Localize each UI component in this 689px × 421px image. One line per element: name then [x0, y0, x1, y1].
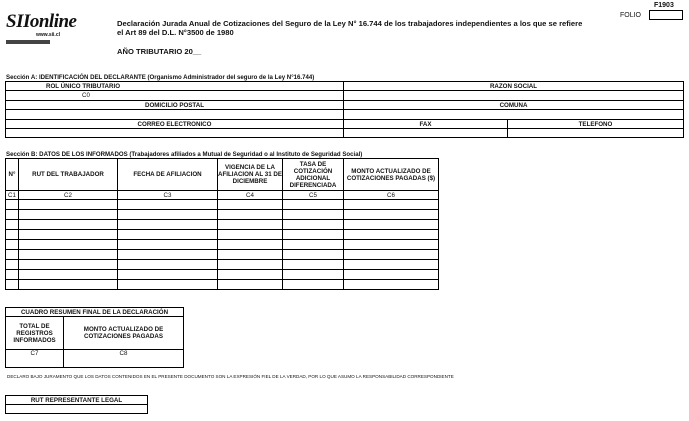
cell-tasa[interactable]	[283, 230, 344, 240]
sii-online-logo	[6, 12, 78, 38]
cell-fecha[interactable]	[118, 200, 218, 210]
sworn-declaration: DECLARO BAJO JURAMENTO QUE LOS DATOS CONTENIDOS EN EL PRESENTE DOCUMENTO SON LA EXPRESIÓN FIEL DE LA VERDAD, POR LO QUE ASUMO LA RESPONSABILIDAD CORRESPONDIENTE	[7, 374, 454, 379]
cell-numero[interactable]	[6, 210, 19, 220]
cell-vigencia[interactable]	[218, 200, 283, 210]
correo-field[interactable]	[6, 129, 344, 138]
code-c3: C3	[118, 191, 218, 200]
cell-vigencia[interactable]	[218, 260, 283, 270]
cell-monto[interactable]	[344, 240, 439, 250]
cell-rut[interactable]	[19, 210, 118, 220]
table-row	[6, 280, 439, 290]
cell-rut[interactable]	[19, 260, 118, 270]
total-registros-field[interactable]	[6, 358, 64, 368]
cell-tasa[interactable]	[283, 220, 344, 230]
fax-field[interactable]	[344, 129, 508, 138]
cell-numero[interactable]	[6, 220, 19, 230]
summary-table	[5, 307, 184, 368]
cell-fecha[interactable]	[118, 220, 218, 230]
code-c4: C4	[218, 191, 283, 200]
cell-tasa[interactable]	[283, 260, 344, 270]
table-row	[6, 200, 439, 210]
rut-label: ROL ÚNICO TRIBUTARIO	[6, 82, 344, 91]
cell-monto[interactable]	[344, 200, 439, 210]
fax-label: FAX	[344, 120, 508, 129]
informados-rows	[6, 200, 439, 290]
cell-vigencia[interactable]	[218, 270, 283, 280]
cell-tasa[interactable]	[283, 250, 344, 260]
cell-monto[interactable]	[344, 220, 439, 230]
folio-label: FOLIO	[620, 12, 642, 19]
col-header-vigencia: VIGENCIA DE LA AFILIACION AL 31 DE DICIEMBRE	[218, 159, 283, 191]
cell-monto[interactable]	[344, 270, 439, 280]
cell-monto[interactable]	[344, 230, 439, 240]
tax-year: AÑO TRIBUTARIO 20__	[117, 47, 202, 56]
logo-underline	[6, 40, 50, 44]
cell-rut[interactable]	[19, 230, 118, 240]
table-row	[6, 270, 439, 280]
cell-tasa[interactable]	[283, 200, 344, 210]
domicilio-label: DOMICILIO POSTAL	[6, 101, 344, 110]
cell-numero[interactable]	[6, 270, 19, 280]
table-row	[6, 240, 439, 250]
legal-rep-field[interactable]	[6, 405, 148, 414]
cell-monto[interactable]	[344, 210, 439, 220]
logo-url: www.sii.cl	[36, 32, 60, 38]
cell-numero[interactable]	[6, 240, 19, 250]
cell-tasa[interactable]	[283, 270, 344, 280]
form-code: F1903	[654, 2, 674, 9]
rut-code: C0	[82, 92, 90, 99]
cell-tasa[interactable]	[283, 210, 344, 220]
cell-rut[interactable]	[19, 280, 118, 290]
cell-vigencia[interactable]	[218, 230, 283, 240]
section-a-title: Sección A: IDENTIFICACIÓN DEL DECLARANTE (Organismo Administrador del seguro de la Ley N°16.744)	[6, 74, 315, 81]
summary-col-total: TOTAL DE REGISTROS INFORMADOS	[6, 317, 64, 350]
code-c1: C1	[6, 191, 19, 200]
section-a-table	[5, 81, 684, 138]
col-header-tasa: TASA DE COTIZACIÓN ADICIONAL DIFERENCIADA	[283, 159, 344, 191]
code-c5: C5	[283, 191, 344, 200]
cell-rut[interactable]	[19, 240, 118, 250]
cell-vigencia[interactable]	[218, 250, 283, 260]
comuna-field[interactable]	[344, 110, 684, 120]
cell-rut[interactable]	[19, 200, 118, 210]
col-header-rut: RUT DEL TRABAJADOR	[19, 159, 118, 191]
cell-rut[interactable]	[19, 220, 118, 230]
cell-tasa[interactable]	[283, 240, 344, 250]
cell-numero[interactable]	[6, 200, 19, 210]
cell-vigencia[interactable]	[218, 220, 283, 230]
cell-numero[interactable]	[6, 280, 19, 290]
cell-fecha[interactable]	[118, 250, 218, 260]
summary-col-monto: MONTO ACTUALIZADO DE COTIZACIONES PAGADAS	[64, 317, 184, 350]
table-row	[6, 220, 439, 230]
cell-tasa[interactable]	[283, 280, 344, 290]
cell-fecha[interactable]	[118, 210, 218, 220]
domicilio-field[interactable]	[6, 110, 344, 120]
col-header-numero: N°	[6, 159, 19, 191]
cell-fecha[interactable]	[118, 230, 218, 240]
cell-vigencia[interactable]	[218, 280, 283, 290]
razon-social-label: RAZON SOCIAL	[344, 82, 684, 91]
table-row	[6, 250, 439, 260]
cell-numero[interactable]	[6, 250, 19, 260]
form-title	[117, 19, 587, 37]
cell-fecha[interactable]	[118, 260, 218, 270]
cell-rut[interactable]	[19, 250, 118, 260]
summary-code-c8: C8	[64, 350, 184, 358]
comuna-label: COMUNA	[344, 101, 684, 110]
summary-title: CUADRO RESUMEN FINAL DE LA DECLARACIÓN	[6, 308, 184, 317]
cell-fecha[interactable]	[118, 280, 218, 290]
cell-fecha[interactable]	[118, 240, 218, 250]
cell-monto[interactable]	[344, 260, 439, 270]
cell-monto[interactable]	[344, 250, 439, 260]
informados-table	[5, 158, 439, 290]
form-title-line2: el Art 89 del D.L. N°3500 de 1980	[117, 28, 234, 37]
rut-field[interactable]	[6, 91, 344, 101]
section-b-title: Sección B: DATOS DE LOS INFORMADOS (Trabajadores afiliados a Mutual de Seguridad o al Instituto de Seguridad Social)	[6, 151, 363, 158]
cell-numero[interactable]	[6, 260, 19, 270]
cell-vigencia[interactable]	[218, 240, 283, 250]
cell-numero[interactable]	[6, 230, 19, 240]
table-row	[6, 210, 439, 220]
cell-rut[interactable]	[19, 270, 118, 280]
telefono-label: TELEFONO	[508, 120, 684, 129]
col-header-fecha: FECHA DE AFILIACION	[118, 159, 218, 191]
telefono-field[interactable]	[508, 129, 684, 138]
form-title-line1: Declaración Jurada Anual de Cotizaciones del Seguro de la Ley N° 16.744 de los trabajadores independientes a los que se refiere	[117, 19, 583, 28]
razon-social-field[interactable]	[344, 91, 684, 101]
folio-field[interactable]	[649, 10, 683, 20]
cell-vigencia[interactable]	[218, 210, 283, 220]
table-row	[6, 230, 439, 240]
cell-fecha[interactable]	[118, 270, 218, 280]
code-c2: C2	[19, 191, 118, 200]
col-header-monto: MONTO ACTUALIZADO DE COTIZACIONES PAGADAS ($)	[344, 159, 439, 191]
correo-label: CORREO ELECTRONICO	[6, 120, 344, 129]
legal-rep-table	[5, 395, 148, 414]
cell-monto[interactable]	[344, 280, 439, 290]
code-c6: C6	[344, 191, 439, 200]
summary-code-c7: C7	[6, 350, 64, 358]
logo-text: SIIonline	[6, 11, 77, 32]
monto-total-field[interactable]	[64, 358, 184, 368]
legal-rep-label: RUT REPRESENTANTE LEGAL	[6, 396, 148, 405]
table-row	[6, 260, 439, 270]
